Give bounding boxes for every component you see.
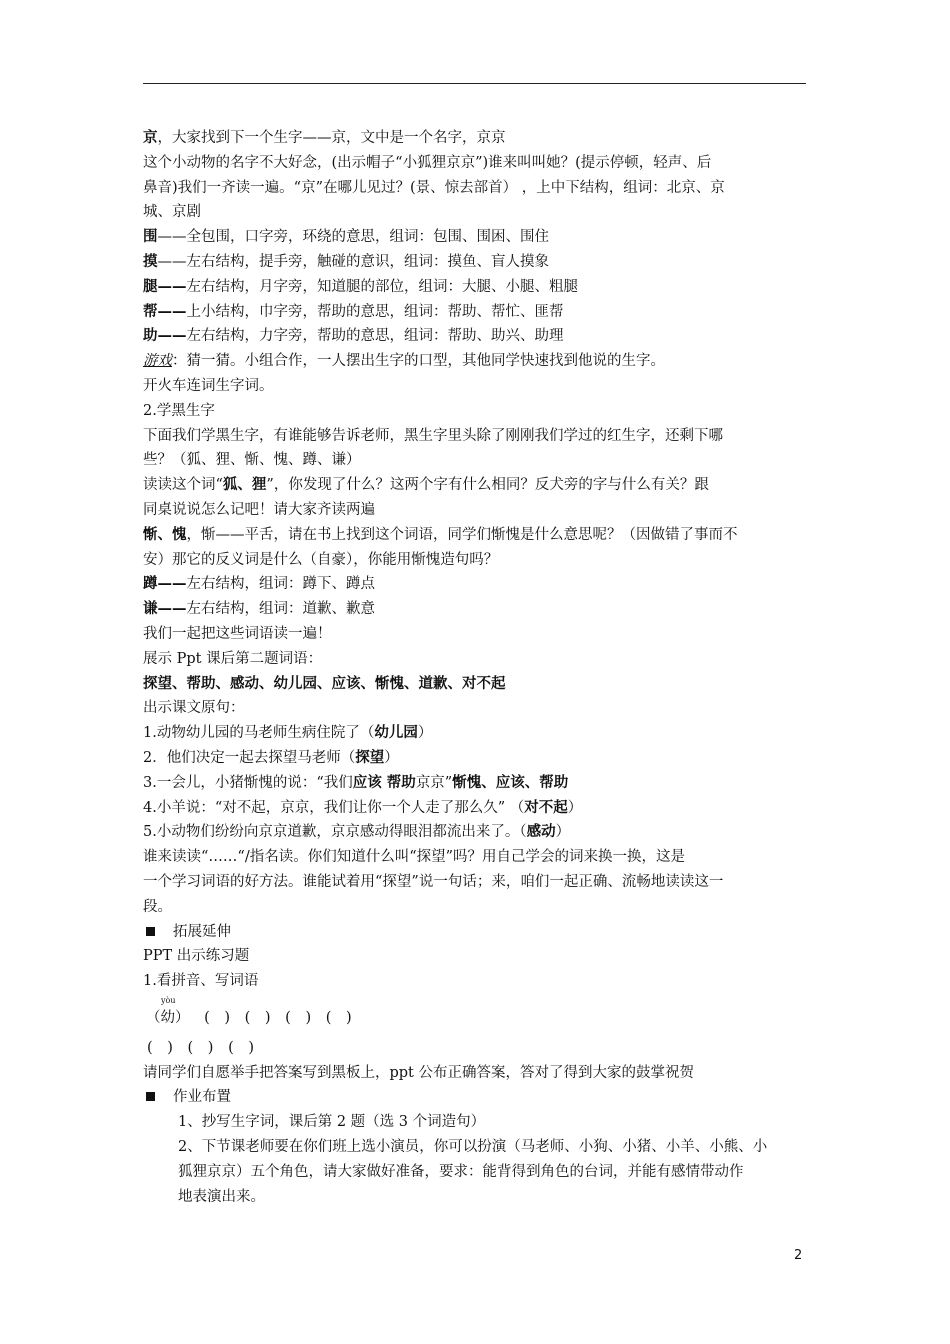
ppt-line: PPT 出示练习题 <box>143 948 250 965</box>
bold-term: 探望 <box>355 749 385 766</box>
line-text: 5.小动物们纷纷向京京道歉，京京感动得眼泪都流出来了。（ <box>143 824 527 841</box>
text-line <box>143 721 811 746</box>
bold-term: 摸 <box>143 253 158 270</box>
line-text: ，惭——平舌，请在书上找到这个词语，同学们惭愧是什么意思呢？（因做错了事而不 <box>186 526 738 543</box>
text-line <box>143 250 811 275</box>
line-text: 2．他们决定一起去探望马老师（ <box>143 749 356 766</box>
line-text: ） <box>567 799 583 816</box>
bold-term: 惭愧、应该、帮助 <box>452 774 569 791</box>
text-line <box>143 746 811 771</box>
document-body <box>143 126 811 1209</box>
exercise-title: 1.看拼音、写词语 <box>143 973 259 990</box>
bold-term: 助—— <box>143 328 187 345</box>
pinyin-exercise <box>143 996 811 1032</box>
text-line <box>143 473 811 498</box>
text-line <box>143 548 811 573</box>
line-text: 左右结构，力字旁，帮助的意思，组词：帮助、助兴、助理 <box>186 328 564 345</box>
text-line <box>143 820 811 845</box>
text-line <box>143 771 811 796</box>
line-text: ） <box>555 824 571 841</box>
text-line <box>143 324 811 349</box>
section-extension: 拓展延伸 <box>143 920 811 945</box>
text-line <box>143 597 811 622</box>
line-text: 下面我们学黑生字，有谁能够告诉老师，黑生字里头除了刚刚我们学过的红生字，还剩下哪 <box>143 427 723 444</box>
text-line <box>143 796 811 821</box>
answer-line: 请同学们自愿举手把答案写到黑板上，ppt 公布正确答案，答对了得到大家的鼓掌祝贺 <box>143 1064 694 1081</box>
bullet-square-icon <box>146 927 155 936</box>
bold-term: 惭、愧 <box>143 526 187 543</box>
blank-row-2: ( ) ( ) ( ) <box>147 1039 254 1056</box>
bold-term: 腿—— <box>143 278 187 295</box>
line-text: 左右结构，组词：蹲下、蹲点 <box>186 576 375 593</box>
bullet-square-icon <box>146 1092 155 1101</box>
line-text: 谁来读读“……“/指名读。你们知道什么叫“探望”吗？用自己学会的词来换一换，这是 <box>143 849 686 866</box>
bold-term: 蹲—— <box>143 576 187 593</box>
text-line <box>143 498 811 523</box>
line-text: 京京” <box>415 774 453 791</box>
line-text: 一个学习词语的好方法。谁能试着用“探望”说一句话；来，咱们一起正确、流畅地读读这一 <box>143 873 724 890</box>
line-text: ——左右结构，提手旁，触碰的意识，组词：摸鱼、盲人摸象 <box>157 253 549 270</box>
line-text: 1.动物幼儿园的马老师生病住院了（ <box>143 725 375 742</box>
pinyin-annotation: yòu <box>161 995 176 1005</box>
line-text: 这个小动物的名字不大好念，(出示帽子“小狐狸京京”)谁来叫叫她？(提示停顿，轻声、后 <box>143 154 712 171</box>
text-line <box>143 622 811 647</box>
line-text: 我们一起把这些词语读一遍！ <box>143 625 332 642</box>
line-text: ） <box>384 749 399 766</box>
homework-item: 1、抄写生字词，课后第 2 题（选 3 个词造句） <box>178 1114 486 1131</box>
blank-row-1: （幼） ( ) ( ) ( ) ( ) <box>146 1009 352 1026</box>
bold-term: 对不起 <box>524 799 568 816</box>
line-text: 4.小羊说：“对不起，京京，我们让你一个人走了那么久” （ <box>143 799 525 816</box>
line-text: 出示课文原句： <box>143 700 245 717</box>
text-line <box>143 870 811 895</box>
line-text: ——全包围，口字旁，环绕的意思，组词：包围、围困、围住 <box>157 229 549 246</box>
header-rule <box>143 83 806 84</box>
line-text: 2.学黑生字 <box>143 402 215 419</box>
bold-term: 应该 帮助 <box>352 774 416 791</box>
bold-term: 谦—— <box>143 601 187 618</box>
line-text: ：猜一猜。小组合作，一人摆出生字的口型，其他同学快速找到他说的生字。 <box>172 353 665 370</box>
text-line <box>143 672 811 697</box>
bold-term: 围 <box>143 229 158 246</box>
bold-term: 幼儿园 <box>374 725 418 742</box>
text-line <box>143 176 811 201</box>
text-line <box>143 424 811 449</box>
section-homework: 作业布置 <box>143 1085 811 1110</box>
text-line <box>143 300 811 325</box>
text-line <box>143 349 811 374</box>
bold-term: 京 <box>143 130 158 146</box>
text-line <box>143 225 811 250</box>
bold-term: 帮—— <box>143 303 187 320</box>
line-text: 城、京剧 <box>143 204 201 221</box>
homework-item: 2、下节课老师要在你们班上选小演员，你可以扮演（马老师、小狗、小猪、小羊、小熊、小 <box>178 1139 768 1156</box>
line-text: 段。 <box>143 898 172 915</box>
text-line <box>143 647 811 672</box>
line-text: 安）那它的反义词是什么（自豪），你能用惭愧造句吗？ <box>143 551 499 568</box>
line-text: 开火车连词生字词。 <box>143 377 274 394</box>
line-text: 左右结构，月字旁，知道腿的部位，组词：大腿、小腿、粗腿 <box>186 278 578 295</box>
text-line <box>143 374 811 399</box>
text-line <box>143 448 811 473</box>
line-text: 左右结构，组词：道歉、歉意 <box>186 601 375 618</box>
line-text: 同桌说说怎么记吧！请大家齐读两遍 <box>143 501 375 518</box>
bold-term: 狐、狸 <box>222 477 267 494</box>
text-line <box>143 845 811 870</box>
line-text: 上小结构，巾字旁，帮助的意思，组词：帮助、帮忙、匪帮 <box>186 303 564 320</box>
line-text: ，大家找到下一个生字——京，文中是一个名字，京京 <box>157 130 506 146</box>
line-text: 展示 Ppt 课后第二题词语： <box>143 650 323 667</box>
page-number: 2 <box>794 1248 803 1263</box>
text-line <box>143 126 811 151</box>
homework-item: 狐狸京京）五个角色，请大家做好准备，要求：能背得到角色的台词，并能有感情带动作 <box>178 1163 744 1180</box>
homework-item: 地表演出来。 <box>178 1188 265 1205</box>
line-text: 3.一会儿，小猪惭愧的说：“我们 <box>143 774 353 791</box>
line-text: 鼻音)我们一齐读一遍。“京”在哪儿见过？(景、惊去部首） ，上中下结构，组词：北京、京 <box>143 179 725 196</box>
line-text: ”，你发现了什么？这两个字有什么相同？反犬旁的字与什么有关？跟 <box>266 477 709 494</box>
text-line <box>143 895 811 920</box>
text-line <box>143 523 811 548</box>
bold-term: 感动 <box>526 824 556 841</box>
line-text: ） <box>417 725 433 742</box>
game-label: 游戏 <box>143 353 172 370</box>
text-line <box>143 696 811 721</box>
text-line <box>143 200 811 225</box>
bold-term: 探望、帮助、感动、幼儿园、应该、惭愧、道歉、对不起 <box>143 675 506 692</box>
line-text: 些？（狐、狸、惭、愧、蹲、谦） <box>143 452 361 469</box>
line-text: 读读这个词“ <box>143 477 223 494</box>
text-line <box>143 399 811 424</box>
lesson-lines <box>143 126 811 920</box>
text-line <box>143 151 811 176</box>
text-line <box>143 275 811 300</box>
text-line <box>143 572 811 597</box>
